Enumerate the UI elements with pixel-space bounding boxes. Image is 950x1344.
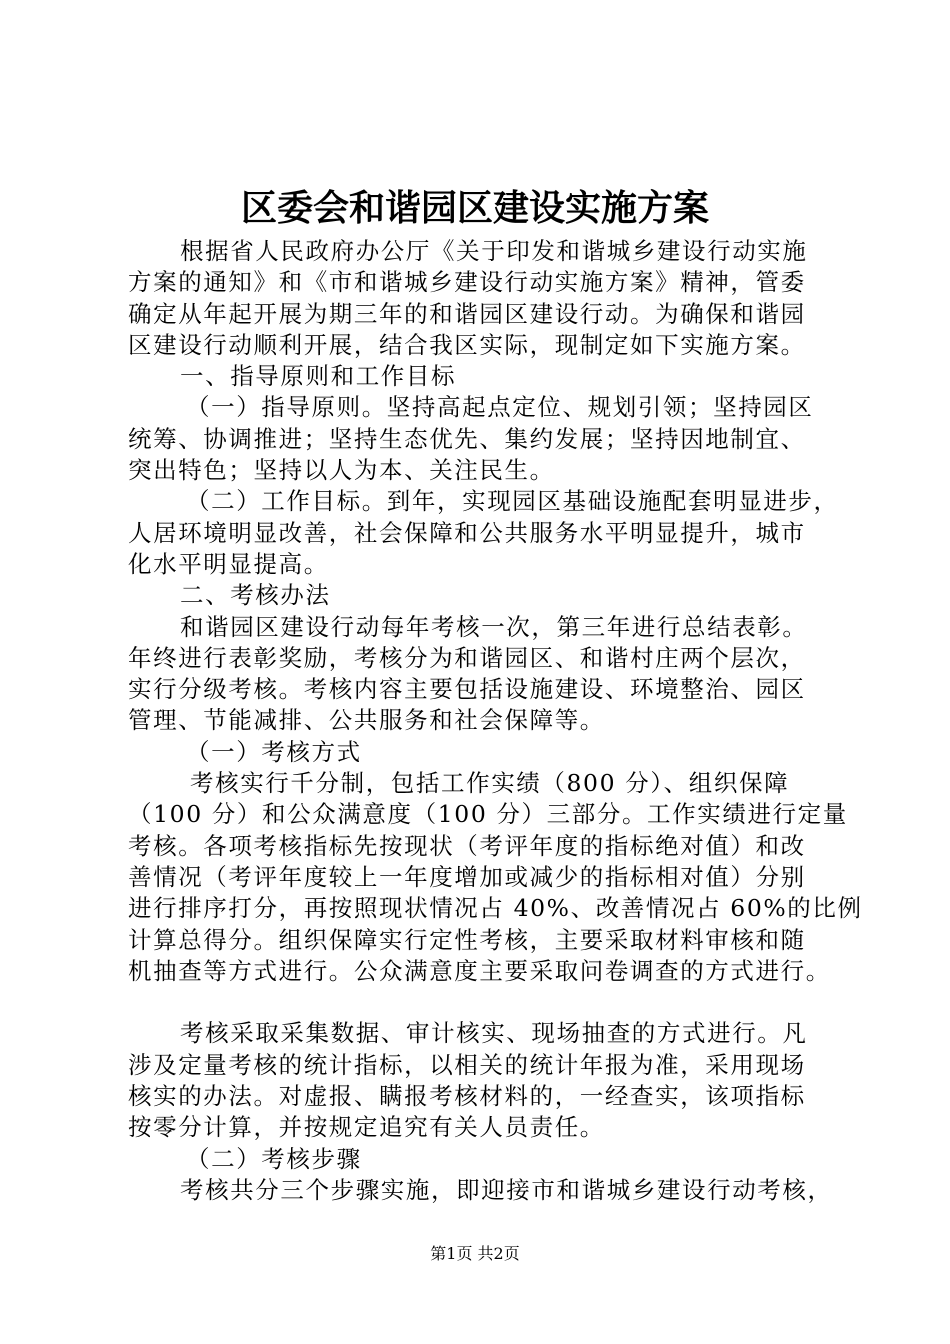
section-heading: 二、考核办法: [180, 581, 331, 610]
paragraph-line: 机抽查等方式进行。公众满意度主要采取问卷调查的方式进行。: [128, 956, 831, 985]
paragraph-line: 区建设行动顺利开展，结合我区实际，现制定如下实施方案。: [128, 330, 806, 359]
paragraph-line: （100 分）和公众满意度（100 分）三部分。工作实绩进行定量: [128, 800, 848, 829]
paragraph-line: 人居环境明显改善，社会保障和公共服务水平明显提升，城市: [128, 518, 806, 547]
paragraph-line: 进行排序打分，再按照现状情况占 40%、改善情况占 60%的比例: [128, 894, 863, 923]
paragraph-line: 考核共分三个步骤实施，即迎接市和谐城乡建设行动考核，: [180, 1175, 833, 1204]
paragraph-line: 善情况（考评年度较上一年度增加或减少的指标相对值）分别: [128, 862, 806, 891]
paragraph-line: 考核。各项考核指标先按现状（考评年度的指标绝对值）和改: [128, 831, 806, 860]
paragraph-line: 按零分计算，并按规定追究有关人员责任。: [128, 1113, 605, 1142]
paragraph-line: 涉及定量考核的统计指标，以相关的统计年报为准，采用现场: [128, 1050, 806, 1079]
paragraph-line: 根据省人民政府办公厅《关于印发和谐城乡建设行动实施: [180, 237, 808, 265]
paragraph-line: 统筹、协调推进；坚持生态优先、集约发展；坚持因地制宜、: [128, 424, 806, 453]
paragraph-line: 方案的通知》和《市和谐城乡建设行动实施方案》精神，管委: [128, 268, 806, 297]
paragraph-line: 突出特色；坚持以人为本、关注民生。: [128, 456, 555, 485]
paragraph-line: 确定从年起开展为期三年的和谐园区建设行动。为确保和谐园: [128, 299, 806, 328]
subsection-heading: （一）考核方式: [186, 737, 362, 766]
document-body: [128, 236, 863, 1206]
paragraph-line: 考核实行千分制，包括工作实绩（800 分）、组织保障: [190, 769, 790, 798]
document-title: 区委会和谐园区建设实施方案: [240, 187, 709, 229]
paragraph-line: 年终进行表彰奖励，考核分为和谐园区、和谐村庄两个层次，: [128, 643, 806, 672]
paragraph-line: 化水平明显提高。: [128, 549, 329, 578]
page-footer: 第1页 共2页: [430, 1244, 520, 1263]
paragraph-line: 核实的办法。对虚报、瞒报考核材料的，一经查实，该项指标: [128, 1082, 806, 1111]
paragraph-line: 管理、节能减排、公共服务和社会保障等。: [128, 706, 605, 735]
paragraph-line: 计算总得分。组织保障实行定性考核，主要采取材料审核和随: [128, 925, 806, 954]
blank-line: [128, 987, 834, 1018]
paragraph-line: （二）工作目标。到年，实现园区基础设施配套明显进步，: [186, 487, 839, 516]
section-heading: 一、指导原则和工作目标: [180, 362, 457, 391]
paragraph-line: 考核采取采集数据、审计核实、现场抽查的方式进行。凡: [180, 1019, 808, 1048]
paragraph-line: 实行分级考核。考核内容主要包括设施建设、环境整治、园区: [128, 675, 806, 704]
paragraph-line: （一）指导原则。坚持高起点定位、规划引领；坚持园区: [186, 393, 814, 422]
subsection-heading: （二）考核步骤: [186, 1144, 362, 1173]
paragraph-line: 和谐园区建设行动每年考核一次，第三年进行总结表彰。: [180, 612, 808, 641]
